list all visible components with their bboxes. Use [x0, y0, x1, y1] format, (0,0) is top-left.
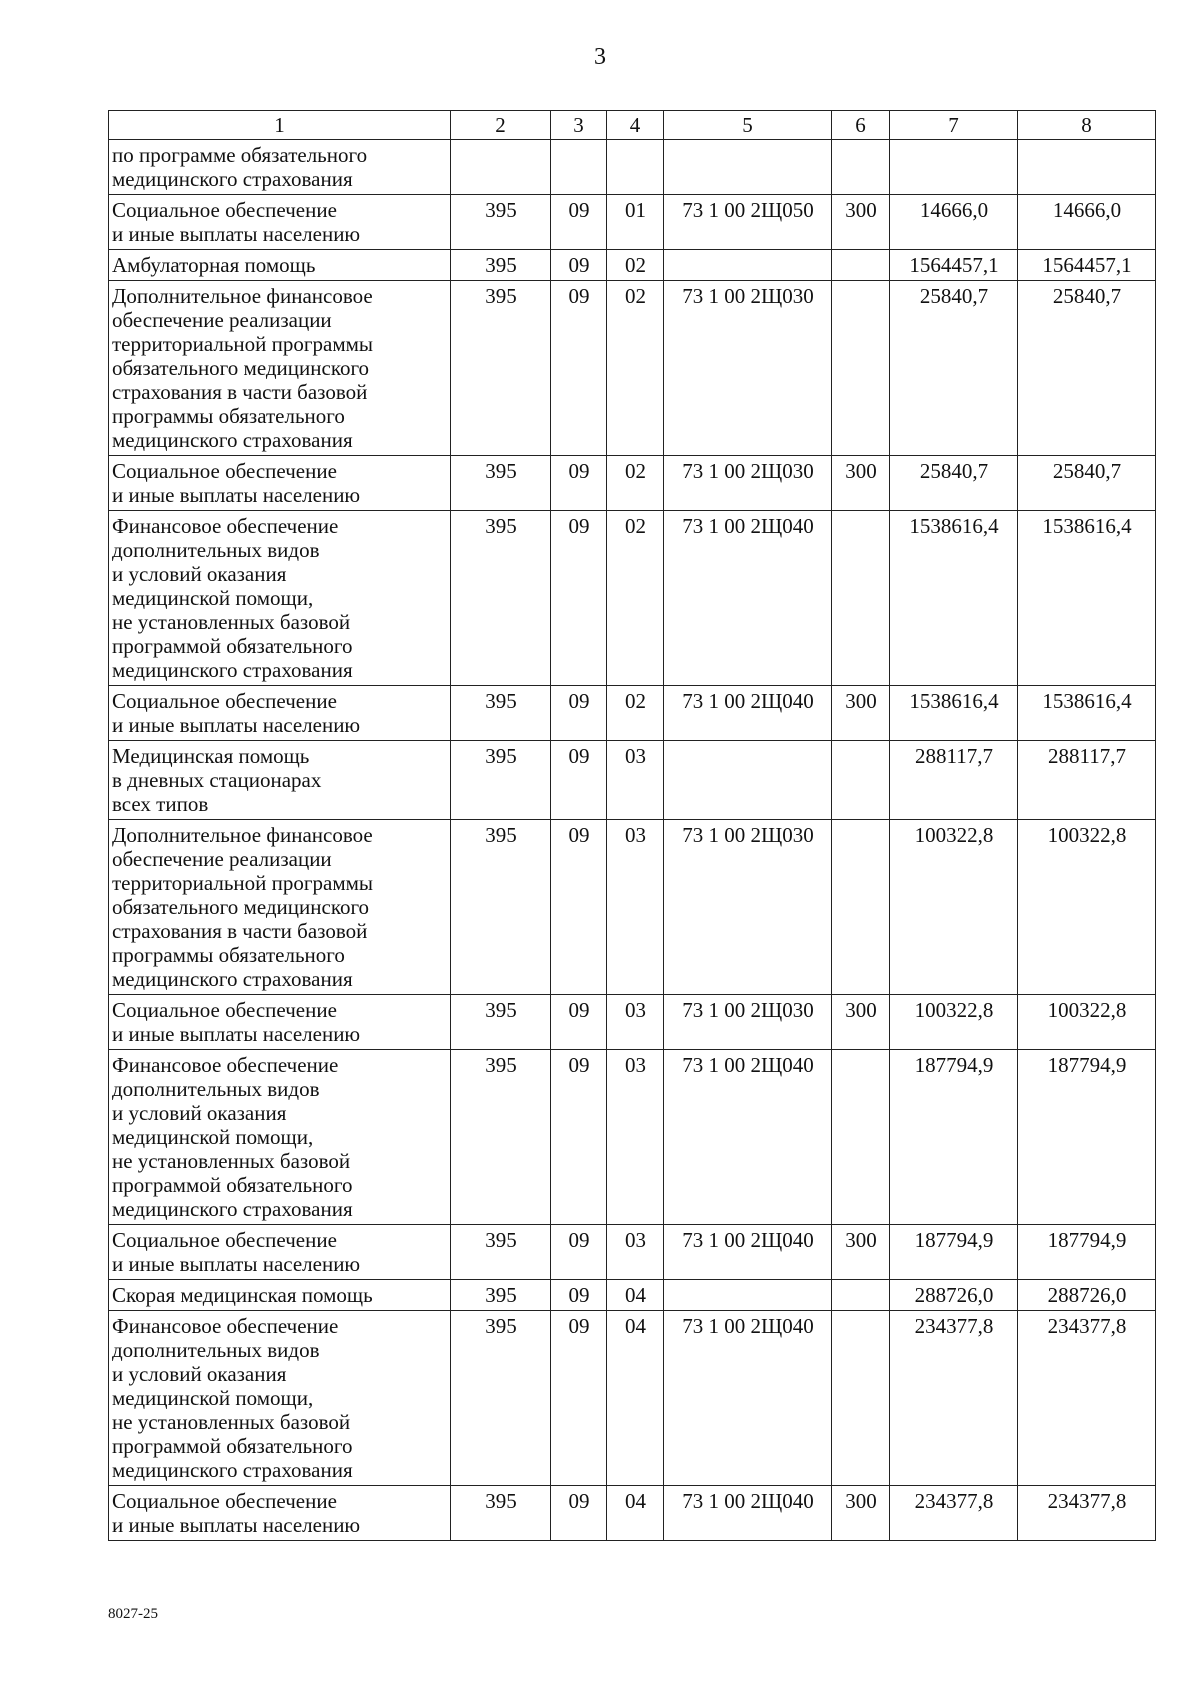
cell-code-col-2: 395: [451, 1486, 551, 1541]
cell-code-col-4: 02: [607, 686, 664, 741]
cell-code-col-5: 73 1 00 2Щ030: [664, 456, 832, 511]
cell-amount-col-8: 1538616,4: [1018, 686, 1156, 741]
cell-code-col-4: 02: [607, 281, 664, 456]
cell-code-col-3: 09: [551, 820, 607, 995]
cell-line: и иные выплаты населению: [112, 1022, 361, 1046]
cell-amount-col-7: 288117,7: [890, 741, 1018, 820]
table-row: [109, 250, 1156, 281]
cell-code-col-6: [832, 1280, 890, 1311]
table-row: [109, 1225, 1156, 1280]
cell-code-col-5: [664, 1280, 832, 1311]
table-header-row: [109, 111, 1156, 140]
header-cell-4: 4: [607, 111, 664, 140]
cell-amount-col-7: 1538616,4: [890, 686, 1018, 741]
cell-line: не установленных базовой: [112, 610, 351, 634]
cell-line: территориальной программы: [112, 332, 374, 356]
cell-code-col-4: [607, 140, 664, 195]
cell-line: медицинского страхования: [112, 1458, 353, 1482]
cell-line: Скорая медицинская помощь: [112, 1283, 373, 1307]
cell-item-name: [109, 995, 451, 1050]
cell-amount-col-8: 1564457,1: [1018, 250, 1156, 281]
cell-line: программой обязательного: [112, 1434, 353, 1458]
cell-line: обеспечение реализации: [112, 847, 332, 871]
cell-amount-col-7: 100322,8: [890, 995, 1018, 1050]
cell-line: и иные выплаты населению: [112, 713, 361, 737]
cell-item-name: [109, 195, 451, 250]
table-row: [109, 741, 1156, 820]
cell-item-name: [109, 140, 451, 195]
cell-amount-col-7: 100322,8: [890, 820, 1018, 995]
cell-code-col-3: 09: [551, 456, 607, 511]
cell-line: Социальное обеспечение: [112, 1228, 337, 1252]
document-code: 8027-25: [108, 1606, 158, 1622]
cell-amount-col-7: 1564457,1: [890, 250, 1018, 281]
cell-line: медицинской помощи,: [112, 1125, 314, 1149]
table-row: [109, 820, 1156, 995]
cell-item-name: [109, 1050, 451, 1225]
cell-code-col-5: 73 1 00 2Щ030: [664, 995, 832, 1050]
cell-line: по программе обязательного: [112, 143, 368, 167]
header-cell-1: 1: [109, 111, 451, 140]
cell-code-col-5: 73 1 00 2Щ040: [664, 511, 832, 686]
cell-code-col-2: 395: [451, 195, 551, 250]
cell-item-name: [109, 456, 451, 511]
cell-line: Социальное обеспечение: [112, 689, 337, 713]
cell-item-name: [109, 1486, 451, 1541]
cell-code-col-3: 09: [551, 511, 607, 686]
cell-code-col-6: [832, 140, 890, 195]
cell-line: обязательного медицинского: [112, 895, 370, 919]
cell-line: и условий оказания: [112, 1362, 287, 1386]
cell-code-col-4: 04: [607, 1311, 664, 1486]
cell-line: территориальной программы: [112, 871, 374, 895]
cell-amount-col-7: 14666,0: [890, 195, 1018, 250]
cell-code-col-2: 395: [451, 820, 551, 995]
cell-code-col-2: 395: [451, 741, 551, 820]
cell-code-col-2: 395: [451, 456, 551, 511]
cell-code-col-5: 73 1 00 2Щ030: [664, 281, 832, 456]
cell-amount-col-7: 1538616,4: [890, 511, 1018, 686]
header-cell-5: 5: [664, 111, 832, 140]
cell-line: обязательного медицинского: [112, 356, 370, 380]
cell-line: и иные выплаты населению: [112, 222, 361, 246]
table-row: [109, 1280, 1156, 1311]
table-row: [109, 1050, 1156, 1225]
cell-code-col-3: 09: [551, 281, 607, 456]
cell-code-col-5: [664, 741, 832, 820]
cell-line: программы обязательного: [112, 943, 345, 967]
cell-line: медицинского страхования: [112, 167, 353, 191]
cell-item-name: [109, 1311, 451, 1486]
cell-code-col-4: 03: [607, 741, 664, 820]
cell-line: и иные выплаты населению: [112, 1513, 361, 1537]
cell-code-col-6: [832, 741, 890, 820]
cell-code-col-6: [832, 511, 890, 686]
cell-code-col-6: [832, 1311, 890, 1486]
cell-line: и иные выплаты населению: [112, 483, 361, 507]
cell-code-col-2: 395: [451, 281, 551, 456]
cell-code-col-4: 03: [607, 820, 664, 995]
cell-line: программы обязательного: [112, 404, 345, 428]
cell-code-col-3: [551, 140, 607, 195]
table-row: [109, 140, 1156, 195]
cell-amount-col-8: 187794,9: [1018, 1225, 1156, 1280]
cell-code-col-6: 300: [832, 1225, 890, 1280]
cell-amount-col-7: 187794,9: [890, 1050, 1018, 1225]
cell-code-col-5: 73 1 00 2Щ050: [664, 195, 832, 250]
cell-line: Дополнительное финансовое: [112, 823, 373, 847]
cell-amount-col-8: 1538616,4: [1018, 511, 1156, 686]
cell-code-col-6: [832, 250, 890, 281]
cell-code-col-4: 02: [607, 511, 664, 686]
cell-line: Финансовое обеспечение: [112, 1053, 339, 1077]
cell-code-col-2: 395: [451, 995, 551, 1050]
cell-item-name: [109, 820, 451, 995]
cell-code-col-2: 395: [451, 1050, 551, 1225]
table-row: [109, 195, 1156, 250]
header-cell-2: 2: [451, 111, 551, 140]
cell-amount-col-7: 288726,0: [890, 1280, 1018, 1311]
cell-line: Финансовое обеспечение: [112, 514, 339, 538]
cell-code-col-5: 73 1 00 2Щ040: [664, 1311, 832, 1486]
cell-line: Амбулаторная помощь: [112, 253, 316, 277]
cell-line: дополнительных видов: [112, 1077, 320, 1101]
table-row: [109, 995, 1156, 1050]
cell-amount-col-8: 234377,8: [1018, 1311, 1156, 1486]
cell-code-col-2: 395: [451, 1280, 551, 1311]
cell-code-col-5: 73 1 00 2Щ040: [664, 1225, 832, 1280]
table-row: [109, 686, 1156, 741]
cell-line: Дополнительное финансовое: [112, 284, 373, 308]
cell-item-name: [109, 511, 451, 686]
cell-amount-col-7: 234377,8: [890, 1486, 1018, 1541]
cell-amount-col-8: 100322,8: [1018, 995, 1156, 1050]
cell-code-col-3: 09: [551, 995, 607, 1050]
header-cell-8: 8: [1018, 111, 1156, 140]
cell-line: медицинской помощи,: [112, 586, 314, 610]
cell-amount-col-7: 25840,7: [890, 281, 1018, 456]
cell-amount-col-8: 288117,7: [1018, 741, 1156, 820]
cell-line: страхования в части базовой: [112, 919, 368, 943]
cell-line: медицинского страхования: [112, 1197, 353, 1221]
cell-code-col-5: 73 1 00 2Щ030: [664, 820, 832, 995]
page-number: 3: [594, 44, 606, 70]
cell-code-col-5: 73 1 00 2Щ040: [664, 1486, 832, 1541]
cell-line: дополнительных видов: [112, 1338, 320, 1362]
cell-code-col-6: 300: [832, 686, 890, 741]
cell-item-name: [109, 686, 451, 741]
cell-line: медицинского страхования: [112, 428, 353, 452]
cell-line: и условий оказания: [112, 562, 287, 586]
header-cell-3: 3: [551, 111, 607, 140]
cell-line: в дневных стационарах: [112, 768, 322, 792]
cell-code-col-2: [451, 140, 551, 195]
cell-code-col-2: 395: [451, 686, 551, 741]
budget-table: [108, 110, 1156, 1541]
cell-line: программой обязательного: [112, 634, 353, 658]
cell-code-col-2: 395: [451, 1311, 551, 1486]
cell-item-name: [109, 1280, 451, 1311]
cell-code-col-2: 395: [451, 1225, 551, 1280]
cell-amount-col-8: 25840,7: [1018, 456, 1156, 511]
cell-code-col-5: [664, 250, 832, 281]
cell-amount-col-8: 234377,8: [1018, 1486, 1156, 1541]
cell-amount-col-8: 25840,7: [1018, 281, 1156, 456]
cell-code-col-4: 03: [607, 1225, 664, 1280]
table-row: [109, 511, 1156, 686]
cell-line: дополнительных видов: [112, 538, 320, 562]
header-cell-6: 6: [832, 111, 890, 140]
cell-code-col-5: 73 1 00 2Щ040: [664, 1050, 832, 1225]
cell-line: медицинской помощи,: [112, 1386, 314, 1410]
cell-code-col-6: 300: [832, 195, 890, 250]
cell-code-col-6: 300: [832, 456, 890, 511]
cell-code-col-6: [832, 281, 890, 456]
cell-amount-col-7: 25840,7: [890, 456, 1018, 511]
cell-amount-col-7: 187794,9: [890, 1225, 1018, 1280]
cell-item-name: [109, 281, 451, 456]
cell-code-col-4: 02: [607, 456, 664, 511]
cell-code-col-6: [832, 820, 890, 995]
cell-code-col-6: [832, 1050, 890, 1225]
cell-code-col-3: 09: [551, 1225, 607, 1280]
cell-code-col-3: 09: [551, 686, 607, 741]
cell-code-col-5: [664, 140, 832, 195]
cell-code-col-5: 73 1 00 2Щ040: [664, 686, 832, 741]
cell-amount-col-8: 187794,9: [1018, 1050, 1156, 1225]
table-row: [109, 1311, 1156, 1486]
cell-code-col-2: 395: [451, 511, 551, 686]
cell-code-col-4: 02: [607, 250, 664, 281]
cell-code-col-6: 300: [832, 995, 890, 1050]
cell-code-col-4: 04: [607, 1486, 664, 1541]
cell-code-col-3: 09: [551, 195, 607, 250]
cell-line: Социальное обеспечение: [112, 998, 337, 1022]
cell-line: Социальное обеспечение: [112, 1489, 337, 1513]
cell-line: и иные выплаты населению: [112, 1252, 361, 1276]
cell-item-name: [109, 1225, 451, 1280]
cell-line: Социальное обеспечение: [112, 198, 337, 222]
table-body: [109, 111, 1156, 1541]
cell-line: Финансовое обеспечение: [112, 1314, 339, 1338]
table-row: [109, 1486, 1156, 1541]
cell-line: Медицинская помощь: [112, 744, 310, 768]
cell-code-col-4: 03: [607, 995, 664, 1050]
cell-amount-col-8: 14666,0: [1018, 195, 1156, 250]
cell-code-col-3: 09: [551, 1280, 607, 1311]
cell-line: Социальное обеспечение: [112, 459, 337, 483]
header-cell-7: 7: [890, 111, 1018, 140]
table-row: [109, 281, 1156, 456]
cell-line: страхования в части базовой: [112, 380, 368, 404]
cell-line: не установленных базовой: [112, 1410, 351, 1434]
cell-amount-col-7: 234377,8: [890, 1311, 1018, 1486]
cell-line: медицинского страхования: [112, 658, 353, 682]
cell-code-col-3: 09: [551, 1486, 607, 1541]
cell-line: обеспечение реализации: [112, 308, 332, 332]
cell-line: и условий оказания: [112, 1101, 287, 1125]
cell-code-col-3: 09: [551, 1311, 607, 1486]
cell-line: не установленных базовой: [112, 1149, 351, 1173]
cell-amount-col-8: [1018, 140, 1156, 195]
cell-line: всех типов: [112, 792, 209, 816]
cell-code-col-3: 09: [551, 1050, 607, 1225]
cell-code-col-3: 09: [551, 741, 607, 820]
cell-line: программой обязательного: [112, 1173, 353, 1197]
cell-code-col-4: 03: [607, 1050, 664, 1225]
cell-amount-col-7: [890, 140, 1018, 195]
cell-code-col-3: 09: [551, 250, 607, 281]
cell-line: медицинского страхования: [112, 967, 353, 991]
cell-item-name: [109, 741, 451, 820]
cell-code-col-4: 01: [607, 195, 664, 250]
table-row: [109, 456, 1156, 511]
cell-amount-col-8: 288726,0: [1018, 1280, 1156, 1311]
cell-code-col-4: 04: [607, 1280, 664, 1311]
cell-code-col-2: 395: [451, 250, 551, 281]
cell-item-name: [109, 250, 451, 281]
cell-code-col-6: 300: [832, 1486, 890, 1541]
cell-amount-col-8: 100322,8: [1018, 820, 1156, 995]
